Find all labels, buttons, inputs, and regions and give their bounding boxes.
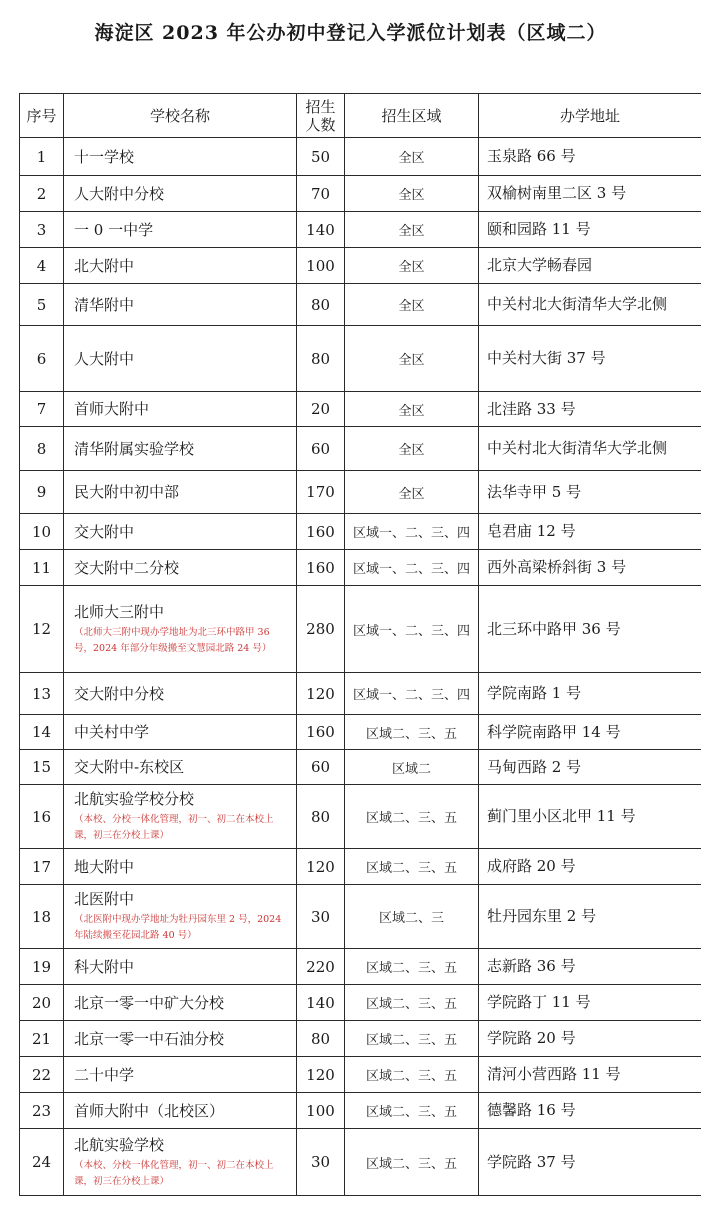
enrollment-area: 全区 xyxy=(345,392,479,427)
school-name: 科大附中 xyxy=(74,957,135,976)
row-number: 21 xyxy=(20,1021,64,1057)
row-number: 24 xyxy=(20,1129,64,1196)
enrollment-count: 30 xyxy=(297,1129,345,1196)
school-name: 人大附中 xyxy=(74,349,135,368)
school-note: （北师大三附中现办学地址为北三环中路甲 36 号，2024 年部分年级搬至文慧园北路 24 号） xyxy=(74,626,272,654)
row-number: 12 xyxy=(20,586,64,673)
enrollment-count: 120 xyxy=(297,1057,345,1093)
table-row xyxy=(20,849,701,885)
enrollment-area: 区域二、三、五 xyxy=(345,715,479,750)
school-name: 十一学校 xyxy=(74,147,135,166)
enrollment-area: 区域二、三、五 xyxy=(345,1021,479,1057)
page-title: 海淀区 2023 年公办初中登记入学派位计划表（区域二） xyxy=(94,22,607,44)
school-name: 交大附中 xyxy=(74,522,135,541)
school-name: 北航实验学校分校 xyxy=(74,790,195,808)
table-row xyxy=(20,1057,701,1093)
table-row xyxy=(20,212,701,248)
enrollment-count: 80 xyxy=(297,1021,345,1057)
school-name: 民大附中初中部 xyxy=(74,483,180,501)
school-name-cell xyxy=(64,785,297,849)
school-address: 皂君庙 12 号 xyxy=(479,514,701,550)
table-row xyxy=(20,586,701,673)
row-number: 9 xyxy=(20,471,64,514)
table-row xyxy=(20,326,701,392)
school-name: 北航实验学校 xyxy=(74,1135,165,1154)
enrollment-area: 区域一、二、三、四 xyxy=(345,514,479,550)
header-name: 学校名称 xyxy=(64,94,297,138)
school-name-cell xyxy=(64,1021,297,1057)
school-address: 学院南路 1 号 xyxy=(479,673,701,715)
school-name: 首师大附中（北校区） xyxy=(74,1101,225,1120)
school-name-cell xyxy=(64,514,297,550)
table-row xyxy=(20,673,701,715)
header-addr: 办学地址 xyxy=(479,94,701,138)
enrollment-count: 80 xyxy=(297,284,345,326)
row-number: 11 xyxy=(20,550,64,586)
school-name-cell xyxy=(64,1057,297,1093)
row-number: 20 xyxy=(20,985,64,1021)
school-address: 成府路 20 号 xyxy=(479,849,701,885)
enrollment-count: 140 xyxy=(297,212,345,248)
school-name: 交大附中分校 xyxy=(74,684,165,703)
enrollment-count: 170 xyxy=(297,471,345,514)
enrollment-area: 全区 xyxy=(345,427,479,471)
enrollment-area: 区域一、二、三、四 xyxy=(345,586,479,673)
school-name: 二十中学 xyxy=(74,1065,135,1084)
table-row xyxy=(20,284,701,326)
enrollment-count: 100 xyxy=(297,1093,345,1129)
table-body xyxy=(20,138,701,1196)
school-name: 中关村中学 xyxy=(74,723,150,741)
table-row xyxy=(20,715,701,750)
school-name-cell xyxy=(64,248,297,284)
school-address: 中关村大街 37 号 xyxy=(479,326,701,392)
table-row xyxy=(20,138,701,176)
school-address: 北三环中路甲 36 号 xyxy=(479,586,701,673)
school-name: 清华附属实验学校 xyxy=(74,439,195,458)
row-number: 13 xyxy=(20,673,64,715)
school-name-cell xyxy=(64,392,297,427)
header-count: 招生人数 xyxy=(297,94,345,138)
school-name: 清华附中 xyxy=(74,295,135,314)
row-number: 2 xyxy=(20,176,64,212)
header-no: 序号 xyxy=(20,94,64,138)
school-name-cell xyxy=(64,673,297,715)
enrollment-count: 50 xyxy=(297,138,345,176)
school-name-cell xyxy=(64,550,297,586)
enrollment-area: 区域二、三、五 xyxy=(345,1057,479,1093)
enrollment-count: 60 xyxy=(297,750,345,785)
school-name-cell xyxy=(64,750,297,785)
row-number: 6 xyxy=(20,326,64,392)
school-name-cell xyxy=(64,885,297,949)
school-address: 德馨路 16 号 xyxy=(479,1093,701,1129)
school-name-cell xyxy=(64,212,297,248)
enrollment-count: 160 xyxy=(297,715,345,750)
row-number: 8 xyxy=(20,427,64,471)
school-address: 学院路 37 号 xyxy=(479,1129,701,1196)
table-row xyxy=(20,1129,701,1196)
row-number: 16 xyxy=(20,785,64,849)
enrollment-count: 120 xyxy=(297,673,345,715)
school-address: 牡丹园东里 2 号 xyxy=(479,885,701,949)
header-row xyxy=(20,94,701,138)
row-number: 23 xyxy=(20,1093,64,1129)
enrollment-count: 20 xyxy=(297,392,345,427)
school-address: 法华寺甲 5 号 xyxy=(479,471,701,514)
enrollment-area: 区域二、三、五 xyxy=(345,849,479,885)
school-address: 玉泉路 66 号 xyxy=(479,138,701,176)
row-number: 17 xyxy=(20,849,64,885)
school-address: 北洼路 33 号 xyxy=(479,392,701,427)
enrollment-count: 220 xyxy=(297,949,345,985)
row-number: 18 xyxy=(20,885,64,949)
table-row xyxy=(20,427,701,471)
school-note: （本校、分校一体化管理，初一、初二在本校上课，初三在分校上课） xyxy=(74,814,274,841)
enrollment-area: 全区 xyxy=(345,176,479,212)
school-name-cell xyxy=(64,284,297,326)
row-number: 4 xyxy=(20,248,64,284)
table-row xyxy=(20,248,701,284)
school-name-cell xyxy=(64,176,297,212)
table-row xyxy=(20,1093,701,1129)
header-area: 招生区域 xyxy=(345,94,479,138)
enrollment-area: 全区 xyxy=(345,138,479,176)
enrollment-count: 100 xyxy=(297,248,345,284)
school-name: 首师大附中 xyxy=(74,400,150,418)
table-row xyxy=(20,176,701,212)
enrollment-count: 80 xyxy=(297,785,345,849)
table-row xyxy=(20,949,701,985)
school-address: 双榆树南里二区 3 号 xyxy=(479,176,701,212)
school-name-cell xyxy=(64,138,297,176)
enrollment-count: 70 xyxy=(297,176,345,212)
enrollment-count: 60 xyxy=(297,427,345,471)
school-address: 蓟门里小区北甲 11 号 xyxy=(479,785,701,849)
enrollment-count: 280 xyxy=(297,586,345,673)
school-address: 西外高梁桥斜街 3 号 xyxy=(479,550,701,586)
row-number: 14 xyxy=(20,715,64,750)
enrollment-area: 全区 xyxy=(345,326,479,392)
school-address: 马甸西路 2 号 xyxy=(479,750,701,785)
enrollment-count: 140 xyxy=(297,985,345,1021)
enrollment-count: 30 xyxy=(297,885,345,949)
school-name-cell xyxy=(64,471,297,514)
school-name-cell xyxy=(64,326,297,392)
school-name: 地大附中 xyxy=(74,857,135,876)
school-address: 清河小营西路 11 号 xyxy=(479,1057,701,1093)
row-number: 3 xyxy=(20,212,64,248)
enrollment-area: 全区 xyxy=(345,471,479,514)
enrollment-area: 区域一、二、三、四 xyxy=(345,673,479,715)
row-number: 15 xyxy=(20,750,64,785)
row-number: 22 xyxy=(20,1057,64,1093)
school-note: （北医附中现办学地址为牡丹园东里 2 号，2024 年陆续搬至花园北路 40 号） xyxy=(74,914,282,941)
enrollment-area: 区域二 xyxy=(345,750,479,785)
enrollment-count: 80 xyxy=(297,326,345,392)
table-row xyxy=(20,550,701,586)
table-row xyxy=(20,1021,701,1057)
enrollment-count: 120 xyxy=(297,849,345,885)
school-name-cell xyxy=(64,1093,297,1129)
school-name-cell xyxy=(64,949,297,985)
school-name-cell xyxy=(64,985,297,1021)
table-row xyxy=(20,750,701,785)
school-address: 志新路 36 号 xyxy=(479,949,701,985)
enrollment-count: 160 xyxy=(297,514,345,550)
school-name: 北师大三附中 xyxy=(74,602,165,621)
row-number: 19 xyxy=(20,949,64,985)
table-row xyxy=(20,514,701,550)
school-name: 人大附中分校 xyxy=(74,184,165,203)
school-name-cell xyxy=(64,1129,297,1196)
school-address: 学院路 20 号 xyxy=(479,1021,701,1057)
school-address: 中关村北大街清华大学北侧 xyxy=(479,284,701,326)
enrollment-area: 区域二、三、五 xyxy=(345,949,479,985)
school-name-cell xyxy=(64,849,297,885)
enrollment-area: 区域二、三、五 xyxy=(345,1093,479,1129)
enrollment-area: 全区 xyxy=(345,284,479,326)
school-name-cell xyxy=(64,715,297,750)
row-number: 10 xyxy=(20,514,64,550)
row-number: 1 xyxy=(20,138,64,176)
enrollment-area: 区域二、三 xyxy=(345,885,479,949)
school-note: （本校、分校一体化管理，初一、初二在本校上课，初三在分校上课） xyxy=(74,1159,274,1187)
enrollment-area: 区域二、三、五 xyxy=(345,785,479,849)
table-row xyxy=(20,392,701,427)
row-number: 5 xyxy=(20,284,64,326)
school-name: 北医附中 xyxy=(74,890,135,908)
school-name-cell xyxy=(64,586,297,673)
enrollment-table xyxy=(19,93,701,1196)
school-name: 北京一零一中石油分校 xyxy=(74,1029,225,1048)
school-address: 科学院南路甲 14 号 xyxy=(479,715,701,750)
row-number: 7 xyxy=(20,392,64,427)
table-row xyxy=(20,785,701,849)
enrollment-area: 区域一、二、三、四 xyxy=(345,550,479,586)
enrollment-area: 全区 xyxy=(345,212,479,248)
table-row xyxy=(20,985,701,1021)
enrollment-count: 160 xyxy=(297,550,345,586)
school-address: 颐和园路 11 号 xyxy=(479,212,701,248)
school-name: 交大附中二分校 xyxy=(74,558,180,577)
enrollment-area: 全区 xyxy=(345,248,479,284)
enrollment-area: 区域二、三、五 xyxy=(345,1129,479,1196)
school-name-cell xyxy=(64,427,297,471)
table-row xyxy=(20,471,701,514)
school-address: 学院路丁 11 号 xyxy=(479,985,701,1021)
school-name: 北京一零一中矿大分校 xyxy=(74,993,225,1012)
school-address: 中关村北大街清华大学北侧 xyxy=(479,427,701,471)
table-row xyxy=(20,885,701,949)
enrollment-area: 区域二、三、五 xyxy=(345,985,479,1021)
school-name: 一 0 一中学 xyxy=(74,220,154,239)
school-name: 北大附中 xyxy=(74,256,135,275)
school-name: 交大附中-东校区 xyxy=(74,758,185,776)
school-address: 北京大学畅春园 xyxy=(479,248,701,284)
